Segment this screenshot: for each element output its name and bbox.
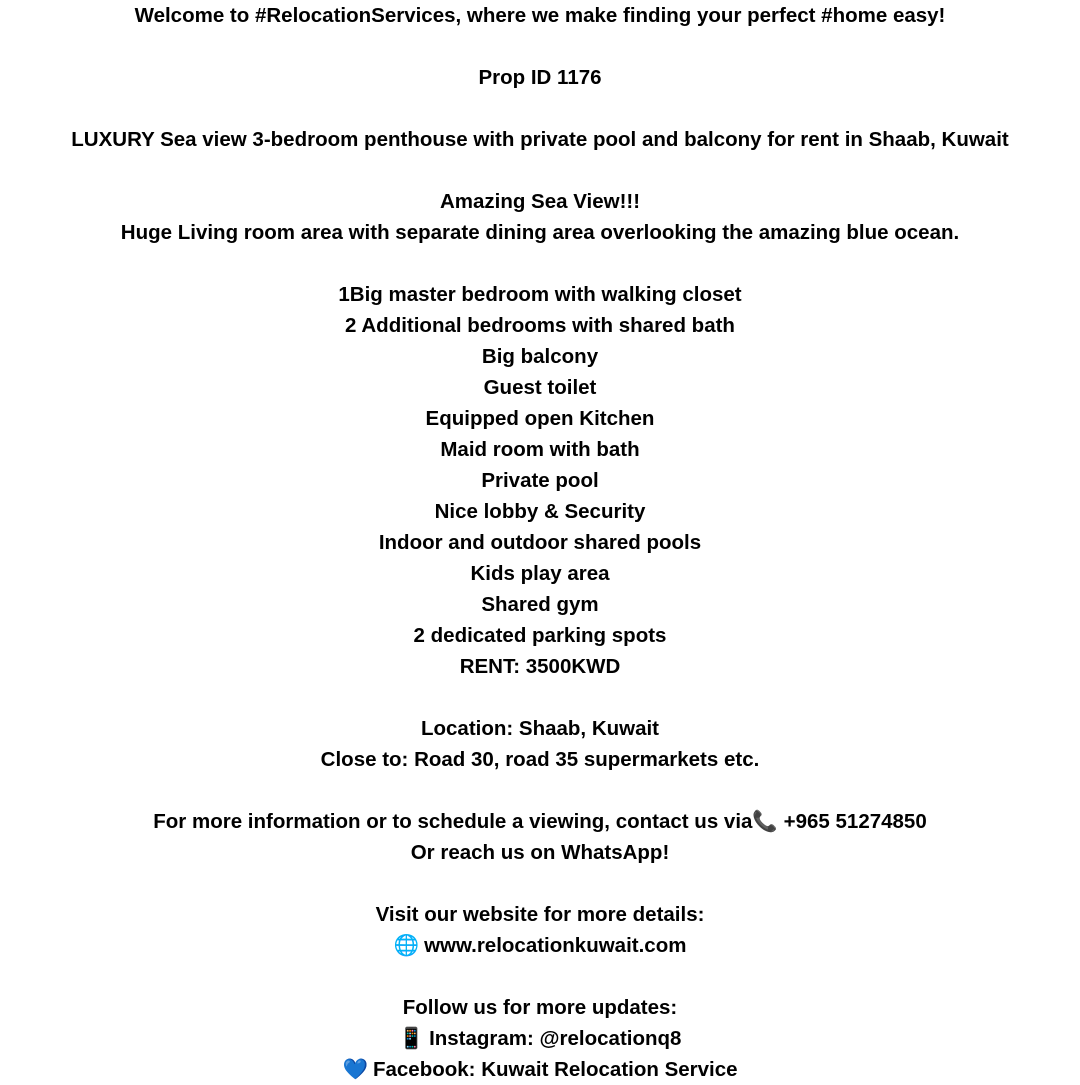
mobile-phone-icon: 📱 — [398, 1027, 425, 1050]
headline: LUXURY Sea view 3-bedroom penthouse with private pool and balcony for rent in Shaab, Kuwait — [71, 128, 1009, 151]
feature-item: Kids play area — [470, 562, 610, 585]
social-info — [0, 992, 1080, 1085]
feature-list — [0, 279, 1080, 682]
feature-item: 1Big master bedroom with walking closet — [338, 283, 742, 306]
highlights — [0, 186, 1080, 248]
feature-item: Nice lobby & Security — [434, 500, 646, 523]
feature-item: Equipped open Kitchen — [425, 407, 655, 430]
contact-text: For more information or to schedule a viewing, contact us via — [153, 810, 753, 833]
facebook-line — [0, 1054, 1080, 1085]
feature-item: 2 Additional bedrooms with shared bath — [345, 314, 735, 337]
nearby-line: Close to: Road 30, road 35 supermarkets etc. — [320, 748, 760, 771]
blue-heart-icon: 💙 — [342, 1058, 368, 1081]
highlight-line: Huge Living room area with separate dining area overlooking the amazing blue ocean. — [120, 221, 960, 244]
globe-icon: 🌐 — [393, 934, 420, 957]
location-line: Location: Shaab, Kuwait — [420, 717, 660, 740]
location-info — [0, 713, 1080, 775]
whatsapp-line: Or reach us on WhatsApp! — [410, 841, 670, 864]
website-link[interactable]: www.relocationkuwait.com — [424, 934, 687, 957]
feature-item: Guest toilet — [483, 376, 597, 399]
feature-item: 2 dedicated parking spots — [413, 624, 667, 647]
instagram-handle[interactable]: Instagram: @relocationq8 — [429, 1027, 682, 1050]
phone-icon: 📞 — [752, 810, 778, 833]
feature-item: Indoor and outdoor shared pools — [378, 531, 702, 554]
feature-item: Shared gym — [481, 593, 599, 616]
instagram-line — [0, 1023, 1080, 1054]
rent-price: RENT: 3500KWD — [459, 655, 621, 678]
website-label: Visit our website for more details: — [375, 903, 705, 926]
feature-item: Big balcony — [481, 345, 599, 368]
facebook-page[interactable]: Facebook: Kuwait Relocation Service — [372, 1058, 738, 1081]
phone-number[interactable]: +965 51274850 — [783, 810, 927, 833]
website-line — [0, 930, 1080, 961]
website-info — [0, 899, 1080, 961]
contact-line — [0, 806, 1080, 837]
contact-info — [0, 806, 1080, 868]
prop-id: Prop ID 1176 — [478, 66, 602, 89]
social-label: Follow us for more updates: — [402, 996, 678, 1019]
feature-item: Private pool — [481, 469, 599, 492]
highlight-line: Amazing Sea View!!! — [439, 190, 641, 213]
feature-item: Maid room with bath — [440, 438, 640, 461]
intro-text: Welcome to #RelocationServices, where we make finding your perfect #home easy! — [134, 4, 946, 27]
